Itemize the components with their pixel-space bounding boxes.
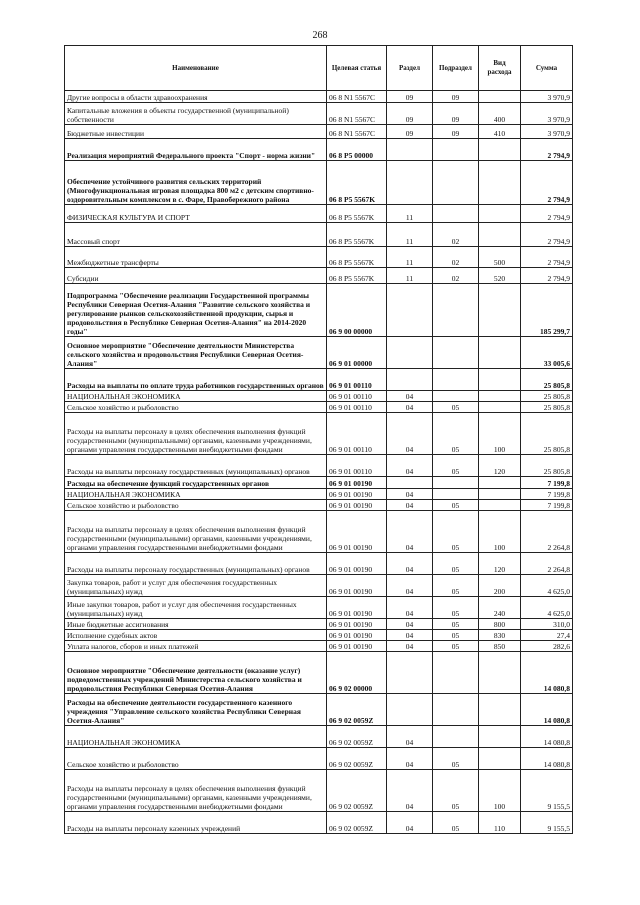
header-name: Наименование [65, 46, 327, 91]
cell-subsection: 05 [433, 413, 479, 455]
cell-section: 04 [387, 748, 433, 770]
cell-code: 06 9 01 00190 [327, 500, 387, 511]
cell-sum: 25 805,8 [521, 391, 573, 402]
table-row [65, 369, 573, 391]
cell-name: Расходы на выплаты по оплате труда работников государственных органов [65, 369, 327, 391]
cell-sum: 2 794,9 [521, 139, 573, 161]
cell-code: 06 9 01 00190 [327, 553, 387, 575]
cell-section: 11 [387, 205, 433, 223]
cell-section: 11 [387, 247, 433, 268]
cell-code: 06 9 01 00110 [327, 369, 387, 391]
cell-name: Сельское хозяйство и рыболовство [65, 500, 327, 511]
cell-name: Закупка товаров, работ и услуг для обеспечения государственных (муниципальных) нужд [65, 575, 327, 597]
cell-code: 06 9 01 00190 [327, 489, 387, 500]
table-row [65, 125, 573, 139]
cell-subsection: 05 [433, 575, 479, 597]
cell-subsection [433, 337, 479, 369]
cell-sum: 3 970,9 [521, 125, 573, 139]
cell-code: 06 9 01 00000 [327, 337, 387, 369]
cell-kind [479, 391, 521, 402]
cell-section: 09 [387, 125, 433, 139]
cell-kind [479, 91, 521, 103]
cell-sum: 7 199,8 [521, 489, 573, 500]
cell-sum: 33 005,6 [521, 337, 573, 369]
cell-name: Подпрограмма "Обеспечение реализации Государственной программы Республики Северная Осетия-Алания "Развитие сельского хозяйства и регулирование рынков сельскохозяйственной продукции, сырья и продовольствия в Республике Северная Осетия-Алания" на 2014-2020 годы" [65, 284, 327, 337]
table-row [65, 652, 573, 694]
cell-name: Сельское хозяйство и рыболовство [65, 748, 327, 770]
cell-section [387, 694, 433, 726]
cell-subsection: 05 [433, 455, 479, 477]
cell-sum: 2 794,9 [521, 205, 573, 223]
cell-subsection [433, 726, 479, 748]
cell-section: 04 [387, 489, 433, 500]
cell-sum: 25 805,8 [521, 413, 573, 455]
cell-subsection: 09 [433, 91, 479, 103]
cell-code: 06 8 N1 5567C [327, 103, 387, 125]
cell-section [387, 161, 433, 205]
header-sum: Сумма [521, 46, 573, 91]
header-code: Целевая статья [327, 46, 387, 91]
cell-sum: 2 794,9 [521, 223, 573, 247]
table-row [65, 553, 573, 575]
cell-kind [479, 205, 521, 223]
cell-kind [479, 489, 521, 500]
cell-section: 04 [387, 413, 433, 455]
table-row [65, 91, 573, 103]
table-row [65, 402, 573, 413]
cell-sum: 7 199,8 [521, 477, 573, 489]
table-row [65, 641, 573, 652]
cell-kind: 120 [479, 553, 521, 575]
cell-section [387, 369, 433, 391]
cell-sum: 14 080,8 [521, 652, 573, 694]
page-number: 268 [312, 30, 328, 41]
cell-code: 06 8 N1 5567C [327, 125, 387, 139]
cell-code: 06 9 02 0059Z [327, 748, 387, 770]
cell-name: ФИЗИЧЕСКАЯ КУЛЬТУРА И СПОРТ [65, 205, 327, 223]
cell-code: 06 9 02 0059Z [327, 726, 387, 748]
cell-kind [479, 337, 521, 369]
header-kind: Вид расхода [479, 46, 521, 91]
cell-kind: 120 [479, 455, 521, 477]
cell-subsection: 05 [433, 641, 479, 652]
cell-name: Другие вопросы в области здравоохранения [65, 91, 327, 103]
cell-name: Иные закупки товаров, работ и услуг для обеспечения государственных (муниципальных) нужд [65, 597, 327, 619]
cell-section: 04 [387, 630, 433, 641]
cell-code: 06 9 01 00190 [327, 575, 387, 597]
table-row [65, 748, 573, 770]
cell-kind [479, 369, 521, 391]
cell-section: 04 [387, 812, 433, 834]
table-row [65, 161, 573, 205]
cell-code: 06 8 P5 5567K [327, 268, 387, 284]
cell-sum: 185 299,7 [521, 284, 573, 337]
cell-sum: 25 805,8 [521, 455, 573, 477]
cell-section [387, 284, 433, 337]
cell-subsection [433, 694, 479, 726]
cell-code: 06 9 01 00110 [327, 413, 387, 455]
cell-sum: 3 970,9 [521, 91, 573, 103]
cell-kind [479, 161, 521, 205]
cell-name: НАЦИОНАЛЬНАЯ ЭКОНОМИКА [65, 726, 327, 748]
cell-subsection: 05 [433, 511, 479, 553]
cell-sum: 9 155,5 [521, 770, 573, 812]
table-row [65, 630, 573, 641]
cell-section: 04 [387, 500, 433, 511]
cell-name: Массовый спорт [65, 223, 327, 247]
table-row [65, 726, 573, 748]
cell-sum: 27,4 [521, 630, 573, 641]
table-header [65, 46, 573, 91]
cell-subsection: 05 [433, 812, 479, 834]
header-row [65, 46, 573, 91]
cell-code: 06 9 01 00110 [327, 402, 387, 413]
cell-subsection: 05 [433, 748, 479, 770]
cell-subsection [433, 391, 479, 402]
cell-kind [479, 223, 521, 247]
cell-kind: 800 [479, 619, 521, 630]
cell-sum: 2 264,8 [521, 511, 573, 553]
cell-name: Расходы на выплаты персоналу государственных (муниципальных) органов [65, 455, 327, 477]
cell-name: Основное мероприятие "Обеспечение деятельности Министерства сельского хозяйства и продовольствия Республики Северная Осетия-Алания" [65, 337, 327, 369]
cell-section: 04 [387, 575, 433, 597]
cell-sum: 4 625,0 [521, 597, 573, 619]
cell-subsection [433, 369, 479, 391]
cell-kind [479, 500, 521, 511]
table-row [65, 694, 573, 726]
cell-kind: 100 [479, 770, 521, 812]
cell-name: Расходы на выплаты персоналу казенных учреждений [65, 812, 327, 834]
cell-code: 06 9 01 00190 [327, 511, 387, 553]
cell-section: 04 [387, 511, 433, 553]
cell-sum: 2 794,9 [521, 247, 573, 268]
table-row [65, 247, 573, 268]
cell-name: Бюджетные инвестиции [65, 125, 327, 139]
cell-kind: 500 [479, 247, 521, 268]
cell-code: 06 9 01 00110 [327, 391, 387, 402]
cell-name: Расходы на обеспечение функций государственных органов [65, 477, 327, 489]
cell-kind: 400 [479, 103, 521, 125]
cell-sum: 25 805,8 [521, 369, 573, 391]
cell-kind [479, 402, 521, 413]
cell-name: Обеспечение устойчивого развития сельских территорий (Многофункциональная игровая площадка 800 м2 с детским спортивно-оздоровительным комплексом в с. Фаре, Правобережного района [65, 161, 327, 205]
table-row [65, 284, 573, 337]
cell-kind: 100 [479, 511, 521, 553]
cell-code: 06 8 N1 5567C [327, 91, 387, 103]
cell-sum: 310,0 [521, 619, 573, 630]
cell-section: 04 [387, 641, 433, 652]
cell-subsection: 02 [433, 247, 479, 268]
cell-name: Капитальные вложения в объекты государственной (муниципальной) собственности [65, 103, 327, 125]
cell-name: Расходы на выплаты персоналу государственных (муниципальных) органов [65, 553, 327, 575]
cell-code: 06 9 01 00190 [327, 641, 387, 652]
table-row [65, 413, 573, 455]
cell-section: 09 [387, 103, 433, 125]
cell-section [387, 652, 433, 694]
table-row [65, 391, 573, 402]
cell-subsection: 09 [433, 103, 479, 125]
cell-kind: 850 [479, 641, 521, 652]
cell-kind: 410 [479, 125, 521, 139]
cell-name: Субсидии [65, 268, 327, 284]
header-section: Раздел [387, 46, 433, 91]
cell-subsection: 05 [433, 402, 479, 413]
cell-section: 04 [387, 770, 433, 812]
cell-name: НАЦИОНАЛЬНАЯ ЭКОНОМИКА [65, 489, 327, 500]
cell-code: 06 9 01 00110 [327, 455, 387, 477]
table-row [65, 575, 573, 597]
cell-name: Уплата налогов, сборов и иных платежей [65, 641, 327, 652]
cell-kind: 100 [479, 413, 521, 455]
cell-sum: 282,6 [521, 641, 573, 652]
cell-code: 06 9 01 00190 [327, 597, 387, 619]
cell-section: 04 [387, 619, 433, 630]
cell-sum: 25 805,8 [521, 402, 573, 413]
cell-subsection: 02 [433, 268, 479, 284]
cell-kind [479, 748, 521, 770]
cell-sum: 2 794,9 [521, 268, 573, 284]
table-row [65, 205, 573, 223]
table-row [65, 489, 573, 500]
table-row [65, 511, 573, 553]
cell-code: 06 9 01 00190 [327, 630, 387, 641]
table-row [65, 455, 573, 477]
cell-name: НАЦИОНАЛЬНАЯ ЭКОНОМИКА [65, 391, 327, 402]
cell-kind: 520 [479, 268, 521, 284]
cell-sum: 2 794,9 [521, 161, 573, 205]
table-row [65, 619, 573, 630]
cell-name: Расходы на обеспечение деятельности государственного казенного учреждения "Управление сельского хозяйства Республики Северная Осетия-Алания" [65, 694, 327, 726]
cell-name: Реализация мероприятий Федерального проекта "Спорт - норма жизни" [65, 139, 327, 161]
cell-section: 04 [387, 455, 433, 477]
cell-kind [479, 284, 521, 337]
cell-section [387, 477, 433, 489]
cell-section: 11 [387, 223, 433, 247]
cell-code: 06 8 P5 00000 [327, 139, 387, 161]
cell-section: 11 [387, 268, 433, 284]
cell-name: Расходы на выплаты персоналу в целях обеспечения выполнения функций государственными (муниципальными) органами, казенными учреждениями, органами управления государственными внебюджетными фондами [65, 770, 327, 812]
table-row [65, 337, 573, 369]
cell-section: 04 [387, 553, 433, 575]
cell-subsection [433, 477, 479, 489]
cell-sum: 7 199,8 [521, 500, 573, 511]
cell-subsection [433, 652, 479, 694]
cell-kind: 200 [479, 575, 521, 597]
cell-section: 04 [387, 597, 433, 619]
cell-name: Расходы на выплаты персоналу в целях обеспечения выполнения функций государственными (муниципальными) органами, казенными учреждениями, органами управления государственными внебюджетными фондами [65, 511, 327, 553]
cell-name: Основное мероприятие "Обеспечение деятельности (оказание услуг) подведомственных учреждений Министерства сельского хозяйства и продовольствия Республики Северная Осетия-Алания [65, 652, 327, 694]
cell-code: 06 8 P5 5567K [327, 247, 387, 268]
cell-sum: 14 080,8 [521, 748, 573, 770]
header-subsection: Подраздел [433, 46, 479, 91]
cell-section: 04 [387, 391, 433, 402]
table-row [65, 103, 573, 125]
cell-kind [479, 139, 521, 161]
table-row [65, 812, 573, 834]
cell-kind [479, 694, 521, 726]
cell-subsection: 05 [433, 770, 479, 812]
table-row [65, 268, 573, 284]
cell-sum: 14 080,8 [521, 726, 573, 748]
table-row [65, 770, 573, 812]
cell-section [387, 139, 433, 161]
cell-subsection [433, 139, 479, 161]
cell-code: 06 8 P5 5567K [327, 161, 387, 205]
cell-sum: 9 155,5 [521, 812, 573, 834]
cell-subsection: 02 [433, 223, 479, 247]
cell-kind: 830 [479, 630, 521, 641]
cell-code: 06 9 00 00000 [327, 284, 387, 337]
cell-code: 06 8 P5 5567K [327, 223, 387, 247]
cell-name: Иные бюджетные ассигнования [65, 619, 327, 630]
table-row [65, 139, 573, 161]
cell-section: 09 [387, 91, 433, 103]
cell-kind: 240 [479, 597, 521, 619]
cell-code: 06 9 02 00000 [327, 652, 387, 694]
cell-section [387, 337, 433, 369]
cell-subsection [433, 161, 479, 205]
table-row [65, 597, 573, 619]
cell-subsection [433, 284, 479, 337]
cell-name: Исполнение судебных актов [65, 630, 327, 641]
cell-name: Расходы на выплаты персоналу в целях обеспечения выполнения функций государственными (муниципальными) органами, казенными учреждениями, органами управления государственными внебюджетными фондами [65, 413, 327, 455]
table-row [65, 223, 573, 247]
cell-code: 06 9 01 00190 [327, 477, 387, 489]
cell-name: Межбюджетные трансферты [65, 247, 327, 268]
cell-code: 06 9 01 00190 [327, 619, 387, 630]
budget-table [64, 45, 573, 834]
cell-kind: 110 [479, 812, 521, 834]
cell-subsection: 09 [433, 125, 479, 139]
cell-sum: 14 080,8 [521, 694, 573, 726]
cell-subsection: 05 [433, 500, 479, 511]
cell-sum: 3 970,9 [521, 103, 573, 125]
cell-subsection: 05 [433, 630, 479, 641]
cell-section: 04 [387, 402, 433, 413]
cell-subsection [433, 489, 479, 500]
table-row [65, 500, 573, 511]
cell-code: 06 9 02 0059Z [327, 770, 387, 812]
table-body [65, 91, 573, 834]
cell-kind [479, 652, 521, 694]
cell-name: Сельское хозяйство и рыболовство [65, 402, 327, 413]
cell-kind [479, 477, 521, 489]
cell-subsection: 05 [433, 619, 479, 630]
cell-code: 06 9 02 0059Z [327, 812, 387, 834]
cell-kind [479, 726, 521, 748]
table-row [65, 477, 573, 489]
cell-subsection [433, 205, 479, 223]
cell-sum: 4 625,0 [521, 575, 573, 597]
cell-code: 06 9 02 0059Z [327, 694, 387, 726]
cell-subsection: 05 [433, 597, 479, 619]
cell-section: 04 [387, 726, 433, 748]
cell-code: 06 8 P5 5567K [327, 205, 387, 223]
cell-sum: 2 264,8 [521, 553, 573, 575]
cell-subsection: 05 [433, 553, 479, 575]
